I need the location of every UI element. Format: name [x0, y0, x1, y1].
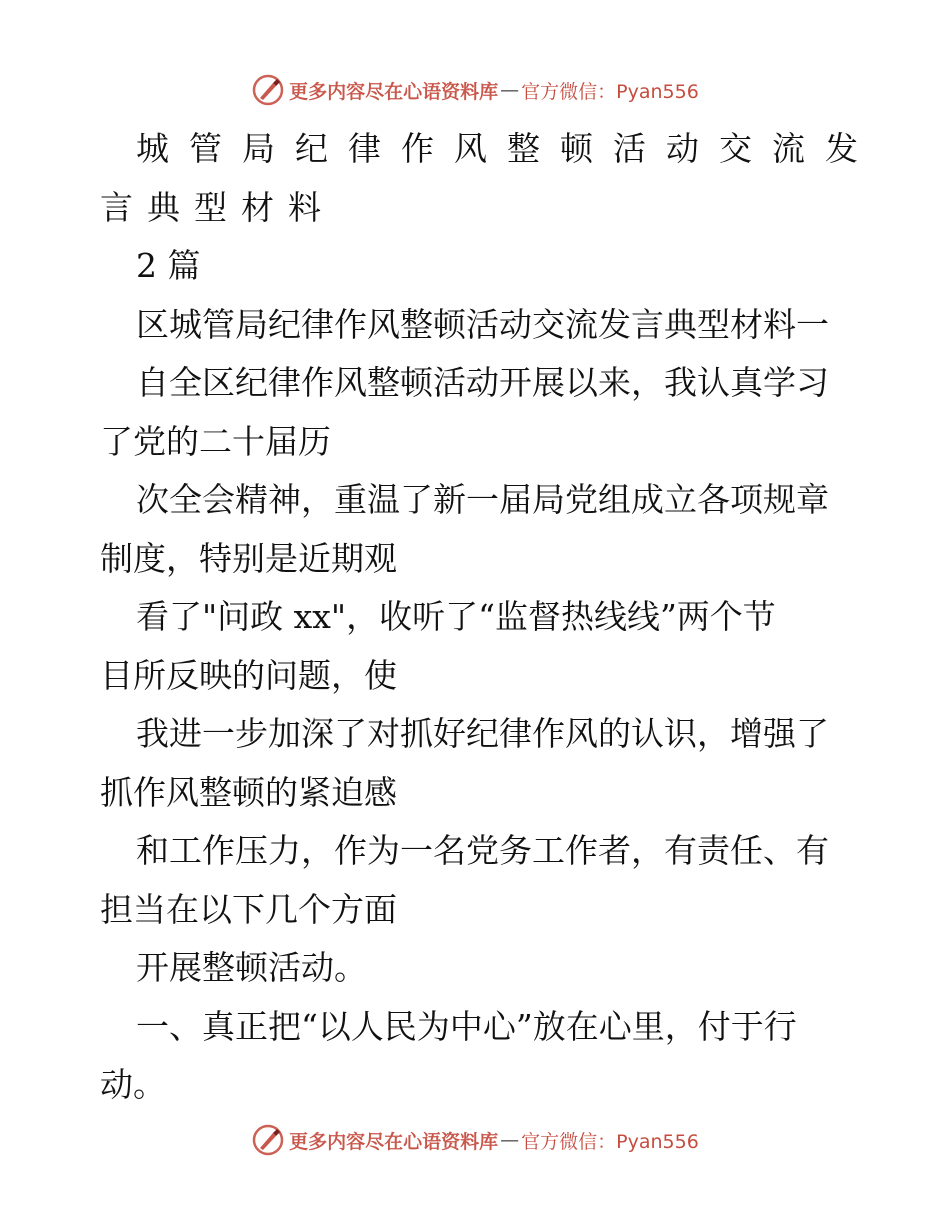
header-watermark	[0, 70, 950, 110]
watermark-brand: 更多内容尽在心语资料库	[289, 1130, 499, 1153]
paragraph-line: 看了"问政 xx"，收听了“监督热线线”两个节	[136, 597, 776, 636]
document-count: 2 篇	[136, 246, 201, 285]
document-title-line-2: 言典型材料	[100, 187, 335, 227]
paragraph-line: 区城管局纪律作风整顿活动交流发言典型材料一	[136, 304, 829, 344]
paragraph-line: 担当在以下几个方面	[100, 889, 397, 929]
watermark-contact: 官方微信：Pyan556	[521, 1130, 699, 1153]
paragraph-line: 开展整顿活动。	[136, 948, 367, 987]
watermark-separator: —	[500, 79, 520, 101]
watermark-contact: 官方微信：Pyan556	[521, 80, 699, 103]
paragraph-line: 抓作风整顿的紧迫感	[100, 772, 397, 812]
paragraph-line: 动。	[100, 1065, 166, 1104]
document-body	[100, 120, 878, 1115]
paragraph-line: 自全区纪律作风整顿活动开展以来，我认真学习	[136, 363, 829, 402]
paragraph-line: 目所反映的问题，使	[100, 655, 397, 695]
paragraph-line: 我进一步加深了对抓好纪律作风的认识，增强了	[136, 714, 829, 753]
watermark-separator: —	[500, 1129, 520, 1151]
paragraph-line: 制度，特别是近期观	[100, 538, 397, 578]
document-title-line-1: 城管局纪律作风整顿活动交流发	[136, 129, 878, 168]
footer-watermark	[0, 1120, 950, 1160]
watermark-brand: 更多内容尽在心语资料库	[289, 80, 499, 103]
paragraph-line: 次全会精神，重温了新一届局党组成立各项规章	[136, 480, 829, 519]
paragraph-line: 了党的二十届历	[100, 421, 331, 461]
pen-logo-icon	[251, 1123, 285, 1157]
pen-logo-icon	[251, 73, 285, 107]
paragraph-line: 一、真正把“以人民为中心”放在心里，付于行	[136, 1006, 797, 1046]
paragraph-line: 和工作压力，作为一名党务工作者，有责任、有	[136, 831, 829, 870]
